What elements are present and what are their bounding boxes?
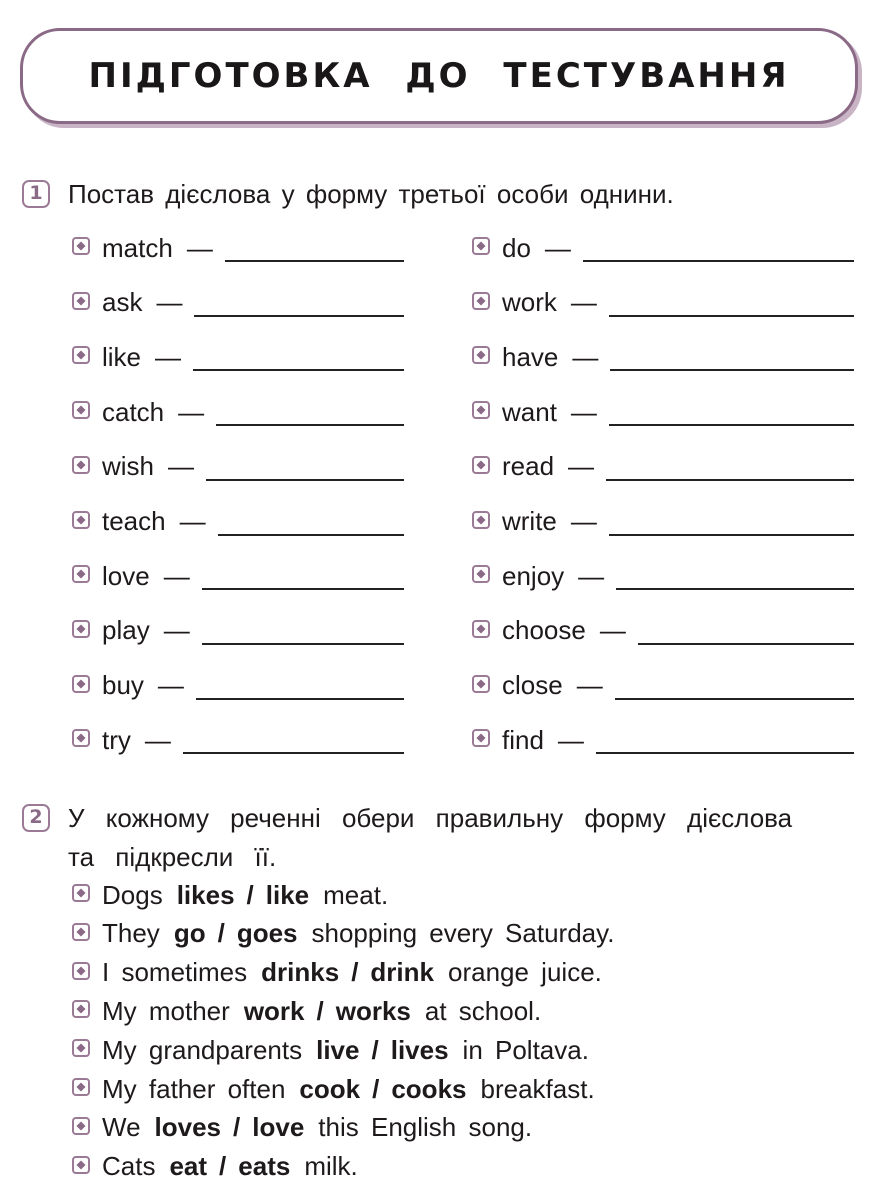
sentence-row	[72, 1111, 532, 1145]
verb-option-1[interactable]: likes	[176, 879, 235, 910]
verb-word: write	[502, 506, 557, 536]
sentence-end: at school.	[424, 995, 542, 1026]
answer-blank[interactable]	[218, 512, 404, 536]
answer-blank[interactable]	[638, 621, 854, 645]
verb-word: ask	[102, 287, 143, 318]
verb-row-left	[72, 285, 404, 321]
dash: —	[155, 341, 182, 372]
title-banner	[20, 28, 858, 124]
option-separator: /	[217, 918, 225, 949]
bullet-icon	[472, 565, 490, 583]
sentence-end: this English song.	[318, 1112, 533, 1143]
sentence-end: breakfast.	[480, 1073, 595, 1104]
answer-blank[interactable]	[206, 457, 404, 481]
sentence-start: My father often	[102, 1073, 286, 1104]
dash: —	[578, 560, 605, 591]
verb-option-2[interactable]: lives	[390, 1034, 449, 1065]
verb-option-2[interactable]: goes	[236, 918, 298, 949]
task-2-instruction-line-2: та підкресли її.	[68, 842, 277, 872]
dash: —	[168, 451, 195, 482]
verb-word: play	[102, 615, 150, 646]
page-title: ПІДГОТОВКА ДО ТЕСТУВАННЯ	[88, 56, 790, 96]
bullet-icon	[72, 1039, 90, 1057]
bullet-icon	[72, 346, 90, 364]
dash: —	[599, 615, 626, 646]
verb-option-2[interactable]: eats	[238, 1151, 291, 1182]
answer-blank[interactable]	[583, 238, 854, 262]
verb-row-right	[472, 722, 854, 758]
verb-option-2[interactable]: drink	[370, 957, 434, 988]
bullet-icon	[472, 346, 490, 364]
sentence-row	[72, 994, 541, 1028]
verb-word: try	[102, 724, 131, 755]
bullet-icon	[72, 401, 90, 419]
option-separator: /	[372, 1073, 380, 1104]
bullet-icon	[472, 620, 490, 638]
option-separator: /	[371, 1034, 379, 1065]
verb-row-right	[472, 558, 854, 594]
answer-blank[interactable]	[194, 293, 404, 317]
answer-blank[interactable]	[183, 730, 404, 754]
sentence-end: milk.	[304, 1151, 358, 1182]
verb-row-right	[472, 504, 854, 540]
bullet-icon	[72, 675, 90, 693]
verb-word: read	[502, 451, 555, 482]
bullet-icon	[72, 923, 90, 941]
dash: —	[144, 724, 171, 755]
verb-option-1[interactable]: go	[173, 918, 206, 949]
sentence-start: We	[102, 1112, 141, 1143]
bullet-icon	[472, 675, 490, 693]
answer-blank[interactable]	[609, 402, 854, 426]
option-separator: /	[316, 995, 324, 1026]
bullet-icon	[72, 1000, 90, 1018]
verb-option-2[interactable]: works	[335, 995, 411, 1026]
verb-word: close	[502, 670, 563, 701]
verb-row-right	[472, 339, 854, 375]
bullet-icon	[72, 1156, 90, 1174]
dash: —	[157, 670, 184, 701]
bullet-icon	[72, 292, 90, 310]
task-2-instruction-line-1: У кожному реченні обери правильну форму дієслова	[68, 803, 793, 833]
sentence-start: My grandparents	[102, 1034, 303, 1065]
sentence-start: I sometimes	[102, 957, 248, 988]
sentence-row	[72, 956, 602, 990]
bullet-icon	[72, 620, 90, 638]
verb-word: choose	[502, 615, 586, 646]
verb-row-right	[472, 230, 854, 266]
answer-blank[interactable]	[202, 566, 404, 590]
sentence-row	[72, 1033, 589, 1067]
verb-word: enjoy	[502, 560, 565, 591]
sentence-row	[72, 878, 388, 912]
dash: —	[557, 724, 584, 755]
verb-option-1[interactable]: loves	[154, 1112, 222, 1143]
dash: —	[163, 560, 190, 591]
verb-row-left	[72, 613, 404, 649]
bullet-icon	[72, 456, 90, 474]
verb-word: like	[102, 341, 142, 372]
answer-blank[interactable]	[606, 457, 854, 481]
verb-option-1[interactable]: drinks	[261, 957, 340, 988]
verb-row-left	[72, 558, 404, 594]
answer-blank[interactable]	[609, 293, 854, 317]
sentence-start: Cats	[102, 1151, 156, 1182]
sentence-row	[72, 1150, 358, 1184]
task-2-number: 2	[22, 804, 50, 832]
answer-blank[interactable]	[616, 566, 854, 590]
verb-word: find	[502, 724, 544, 755]
bullet-icon	[472, 456, 490, 474]
bullet-icon	[72, 962, 90, 980]
bullet-icon	[472, 292, 490, 310]
sentence-end: orange juice.	[448, 957, 602, 988]
bullet-icon	[472, 237, 490, 255]
verb-word: love	[102, 560, 150, 591]
verb-word: teach	[102, 506, 166, 536]
verb-row-right	[472, 285, 854, 321]
option-separator: /	[219, 1151, 227, 1182]
bullet-icon	[72, 237, 90, 255]
verb-row-left	[72, 722, 404, 758]
answer-blank[interactable]	[202, 621, 404, 645]
sentence-row	[72, 917, 614, 951]
dash: —	[570, 396, 597, 427]
dash: —	[186, 232, 213, 263]
sentence-end: shopping every Saturday.	[311, 918, 615, 949]
bullet-icon	[72, 511, 90, 529]
sentence-start: Dogs	[102, 879, 163, 910]
bullet-icon	[72, 729, 90, 747]
verb-word: wish	[102, 451, 155, 482]
dash: —	[178, 396, 205, 427]
verb-row-right	[472, 613, 854, 649]
verb-row-right	[472, 449, 854, 485]
answer-blank[interactable]	[225, 238, 404, 262]
dash: —	[544, 232, 571, 263]
verb-option-1[interactable]: eat	[169, 1151, 208, 1182]
dash: —	[572, 341, 599, 372]
verb-row-right	[472, 394, 854, 430]
verb-word: work	[502, 287, 557, 318]
dash: —	[576, 670, 603, 701]
verb-word: do	[502, 232, 531, 263]
verb-option-2[interactable]: cooks	[391, 1073, 467, 1104]
dash: —	[163, 615, 190, 646]
verb-word: catch	[102, 396, 165, 427]
verb-row-left	[72, 230, 404, 266]
bullet-icon	[72, 884, 90, 902]
verb-word: buy	[102, 670, 144, 701]
sentence-end: in Poltava.	[462, 1034, 589, 1065]
verb-row-left	[72, 504, 404, 540]
sentence-start: My mother	[102, 995, 230, 1026]
option-separator: /	[246, 879, 254, 910]
bullet-icon	[72, 1117, 90, 1135]
sentence-row	[72, 1072, 595, 1106]
task-1-number: 1	[22, 180, 50, 208]
verb-row-left	[72, 394, 404, 430]
verb-option-1[interactable]: live	[316, 1034, 360, 1065]
task-1-instruction: Постав дієслова у форму третьої особи однини.	[68, 179, 674, 209]
option-separator: /	[233, 1112, 241, 1143]
answer-blank[interactable]	[609, 512, 854, 536]
bullet-icon	[72, 565, 90, 583]
answer-blank[interactable]	[196, 676, 404, 700]
answer-blank[interactable]	[596, 730, 854, 754]
bullet-icon	[472, 511, 490, 529]
bullet-icon	[72, 1078, 90, 1096]
verb-option-1[interactable]: cook	[299, 1073, 361, 1104]
answer-blank[interactable]	[610, 347, 854, 371]
dash: —	[570, 506, 597, 536]
answer-blank[interactable]	[216, 402, 404, 426]
verb-row-left	[72, 668, 404, 704]
bullet-icon	[472, 729, 490, 747]
dash: —	[156, 287, 183, 318]
dash: —	[568, 451, 595, 482]
option-separator: /	[351, 957, 359, 988]
verb-word: want	[502, 396, 557, 427]
verb-word: match	[102, 232, 173, 263]
sentence-start: They	[102, 918, 160, 949]
verb-row-left	[72, 449, 404, 485]
sentence-end: meat.	[323, 879, 389, 910]
dash: —	[179, 506, 206, 536]
answer-blank[interactable]	[193, 347, 404, 371]
verb-option-2[interactable]: like	[265, 879, 310, 910]
verb-option-2[interactable]: love	[252, 1112, 305, 1143]
answer-blank[interactable]	[615, 676, 854, 700]
verb-option-1[interactable]: work	[243, 995, 305, 1026]
verb-word: have	[502, 341, 559, 372]
bullet-icon	[472, 401, 490, 419]
verb-row-left	[72, 339, 404, 375]
verb-row-right	[472, 668, 854, 704]
dash: —	[570, 287, 597, 318]
